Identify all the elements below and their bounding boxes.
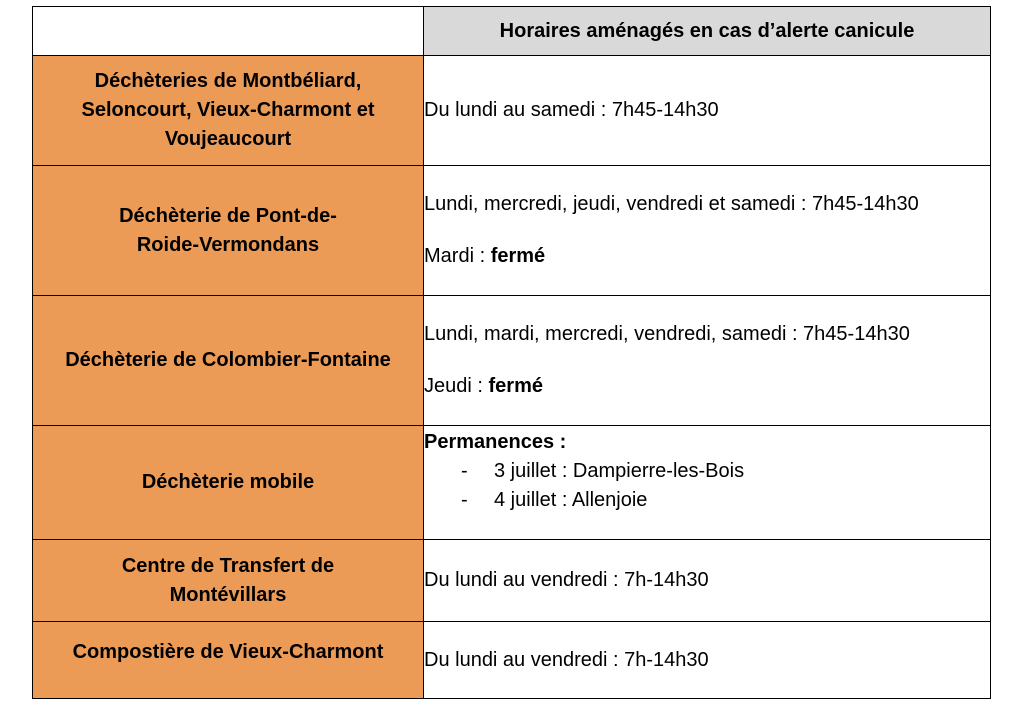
schedule-text: Lundi, mardi, mercredi, vendredi, samedi : 7h45-14h30	[424, 323, 910, 345]
closed-status: fermé	[490, 245, 546, 267]
schedule-cell	[424, 166, 991, 296]
facility-name	[33, 540, 424, 622]
facility-name	[33, 56, 424, 166]
table-row	[33, 296, 991, 426]
facility-name-text: Déchèteries de Montbéliard, Seloncourt, Vieux-Charmont et Voujeaucourt	[81, 70, 375, 150]
table-header: Horaires aménagés en cas d’alerte canicule	[424, 7, 991, 56]
schedule-cell	[424, 622, 991, 699]
table-row	[33, 56, 991, 166]
table-row	[33, 426, 991, 540]
schedule-text: Du lundi au vendredi : 7h-14h30	[424, 569, 709, 591]
list-item: - 3 juillet : Dampierre-les-Bois	[424, 457, 990, 486]
table-row	[33, 166, 991, 296]
facility-name: Déchèterie mobile	[33, 426, 424, 540]
permanences-title: Permanences :	[424, 431, 567, 453]
facility-name-text: Centre de Transfert de Montévillars	[121, 554, 335, 606]
closed-day	[424, 242, 990, 271]
facility-name: Compostière de Vieux-Charmont	[33, 622, 424, 699]
table-header-row	[33, 7, 991, 56]
permanences-list	[424, 457, 990, 515]
closed-day-label: Jeudi :	[424, 375, 483, 397]
list-bullet: -	[461, 489, 468, 511]
facility-name	[33, 166, 424, 296]
schedule-cell	[424, 540, 991, 622]
schedule-text: Du lundi au samedi : 7h45-14h30	[424, 99, 719, 121]
list-item: - 4 juillet : Allenjoie	[424, 486, 990, 515]
closed-day-label: Mardi :	[424, 245, 486, 267]
table-row	[33, 540, 991, 622]
schedule-cell	[424, 56, 991, 166]
schedule-cell	[424, 426, 991, 540]
table-row	[33, 622, 991, 699]
closed-status: fermé	[488, 375, 543, 397]
schedule-cell	[424, 296, 991, 426]
header-empty-cell	[33, 7, 424, 56]
schedule-table	[32, 6, 991, 699]
closed-day	[424, 372, 990, 401]
list-bullet: -	[461, 460, 468, 482]
facility-name: Déchèterie de Colombier-Fontaine	[33, 296, 424, 426]
facility-name-text: Déchèterie de Pont-de-Roide-Vermondans	[119, 204, 337, 256]
schedule-text: Du lundi au vendredi : 7h-14h30	[424, 649, 709, 671]
schedule-text: Lundi, mercredi, jeudi, vendredi et samedi : 7h45-14h30	[424, 193, 919, 215]
